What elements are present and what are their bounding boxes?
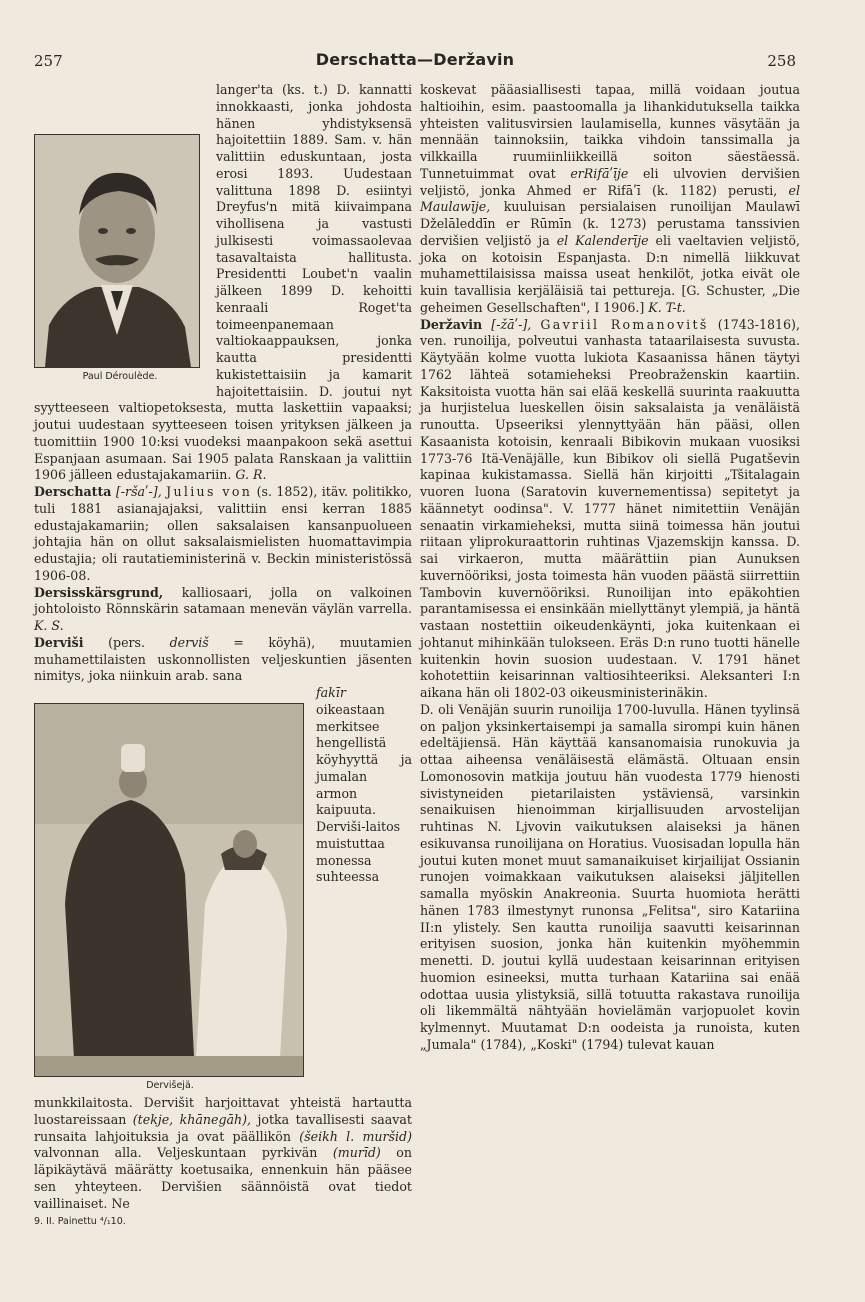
portrait-figure: [34, 134, 206, 384]
paragraph-text: langer'ta (ks. t.) D. kannatti innokkaasti, jonka johdosta hänen yhdistyksensä hajoitettiin 1889. Sam. v. hän valittiin eduskuntaan, josta erosi 1893. Uudestaan valittuna 1898 D. esiintyi Dreyfus'n mitä kiivaimpana vihollisena ja vastusti julkisesti voimassaolevaa tasavaltaista hallitusta. Presidentti Loubet'n vaalin jälkeen 1899 D. kehoitti kenraali Roget'ta toimeenpanemaan valtiokaappauksen, jonka kautta presidentti kukistettaisiin ja kamarit hajoitettaisiin. D. joutui nyt syytteeseen valtiopetoksesta, mutta laskettiin vapaaksi; joutui uudestaan syytteeseen toisen yrityksen jälkeen ja tuomittiin 1900 10:ksi vuodeksi maanpakoon sekä asettui Espanjaan asumaan. Sai 1905 palata Ranskaan ja valittiin 1906 jälleen edustajakamariin.: [34, 82, 412, 483]
portrait-caption: Paul Déroulède.: [82, 371, 158, 382]
paragraph-text: (pers.: [108, 634, 146, 650]
headword: Deržavin: [420, 316, 483, 332]
entry-dersisskarsgrund: [34, 585, 412, 635]
term: el Maulawīje,: [420, 182, 800, 215]
paragraph-text: kalliosaari, jolla on valkoinen johtoloisto Rönnskärin satamaan menevän väylän varrella.: [34, 584, 412, 617]
paragraph-text: eli ulvovien dervišien veljistö, jonka Ahmed er Rifāʹī (k. 1182) perusti,: [420, 165, 800, 198]
headword: Derschatta: [34, 484, 112, 499]
paragraph-text: oikeastaan merkitsee hengellistä köyhyyttä ja jumalan armon kaipuuta. Derviši-laitos muistuttaa monessa suhteessa munkkilaitosta. Dervišit harjoittavat yhteistä hartautta luostareissaan: [34, 701, 412, 1127]
dervish-caption: Dervišejä.: [146, 1080, 194, 1091]
headword: Derviši: [34, 634, 84, 650]
entry-derzavin-poetry: [420, 702, 800, 1054]
paragraph-text: D. oli Venäjän suurin runoilija 1700-luvulla. Hänen tyylinsä on paljon yksinkertaisempi ja samalla sirompi kuin hänen edeltäjiensä. Hän käyttää kansanomaisia runokuvia ja ottaa aiheensa venäläisestä elämästä. Oltuaan ensin Lomonosovin matkija joutuu hän vuodesta 1779 hienosti sivistyneiden pietarilaisten ystäviensä, varsinkin senaikuisen hienoimman kirjallisuuden arvostelijan ruhtinas N. Ljvovin vaikutuksen alaiseksi ja hänen esikuvansa runoilijana on Horatius. Vuosisadan lopulla hän joutui kuten monet muut samanaikuiset kirjailijat Ossianin runojen voimakkaan vaikutuksen alaiseksi jäljitellen samalla myöskin Anakreonia. Suurta huomiota herätti hänen 1783 ilmestynyt runonsa „Felitsa", siro Katariina II:n ylistely. Sen kautta runoilija saavutti keisarinnan erityisen suosion, jonka hän kuitenkin myöhemmin menetti. D. joutui kyllä uudestaan keisarinnan erityisen huomion esineeksi, mutta turhaan Katariina sai enää odottaa uusia ylistyksiä, sillä totuutta rakastava runoilija oli likemmältä nähtyään hovielämän varjopuolet kovin kylmennyt. Muutamat D:n oodeista ja runoista, kuten „Jumala" (1784), „Koski" (1794) tulevat kauan: [420, 701, 800, 1052]
term: (murīd): [332, 1145, 381, 1161]
person-name: Julius von: [166, 484, 253, 499]
paragraph-text: eli vaeltavien veljistö, joka on kotoisin Espanjasta. D:n nimellä liikkuvat muhamettilaisissa maissa useat henkilöt, jotka eivät ole kuin tavallisia kerjäläisiä tai pettureja. [G. Schuster, „Die geheimen Gesellschaften", I 1906.]: [420, 232, 800, 315]
term: fakīr: [316, 685, 346, 700]
dervish-figure: [34, 703, 306, 1093]
paragraph-text: jotka tavallisesti saavat runsaita lahjoituksia ja ovat päällikön: [34, 1111, 412, 1144]
person-name: Gavriil Romanovitš: [540, 316, 709, 332]
headword: Dersisskärsgrund,: [34, 584, 164, 600]
paragraph-text: on läpikäytävä määrätty koetusaika, ennenkuin hän pääsee sen yhteyteen. Dervišien säännöistä ovat tiedot vaillinaiset. Ne: [34, 1145, 412, 1211]
left-column: [34, 82, 412, 1231]
portrait-photo: [34, 134, 200, 368]
paragraph-text: valvonnan alla. Veljeskuntaan pyrkivän: [34, 1145, 318, 1161]
entry-derzavin: [420, 317, 800, 702]
paragraph-text: koskevat pääasiallisesti tapaa, millä voidaan joutua haltioihin, esim. paastoomalla ja lihankidutuksella taikka yhteisten valitusvirsien laulamisella, kunnes väsytään ja mennään tainnoksiin, taikka vihdoin tanssimalla ja vilkkailla ruumiinliikkeillä soiton säestäessä. Tunnetuimmat ovat: [420, 82, 800, 181]
paragraph-text: (s. 1852), itäv. politikko, tuli 1881 asianajajaksi, valittiin ensi kerran 1885 edustajakamariin; ollen saksalaisen kansanpuolueen johtajia hän on ollut saksalaismielisten huomattavimpia edustajia; oli rautatieministerinä v. Beckin ministeristössä 1906-08.: [34, 484, 413, 583]
author-signature: K. S.: [34, 618, 64, 633]
author-signature: G. R.: [235, 467, 267, 483]
term: (šeikh l. muršid): [299, 1128, 412, 1144]
paragraph-text: (1743-1816), ven. runoilija, polveutui vanhasta tataarilaisesta suvusta. Käytyään kolme vuotta lukiota Kasaanissa hänen täytyi 1762 lähteä sotamieheksi Preobraženskin kaartiin. Kaksitoista vuotta hän sai elää keskellä suurinta raakuutta ja hurjistelua lueskellen öisin saksalaista ja venäläistä runoutta. Upseeriksi ylennyttyään hän pääsi, ollen Kasaanista kotoisin, kenraali Bibikovin mukaan vuosiksi 1773-76 Itä-Venäjälle, kun Bibikov oli siellä Pugatševin kapinaa kukistamassa. Siellä hän kirjoitti „Tšitalagain vuoren luona (Saratovin kuvernementissa) sepitetyt ja käännetyt oodinsa". V. 1777 hänet nimitettiin Venäjän senaatin virkamieheksi, mutta siinä toimessa hän joutui riitaan yliprokuraattorin ruhtinas Vjazemskijn kanssa. D. sai virkaeron, mutta määrättiin pian Aunuksen kuvernööriksi, josta toimesta hän vuoden päästä siirrettiin Tambovin kuvernööriksi. Runoilijan into epäkohtien parantamisessa ei ensinkään miellyttänyt ylempiä, ja häntä vastaan nostettiin oikeudenkäynti, joka kuitenkaan ei johtanut mihinkään tulokseen. Eräs D:n runo tuotti hänelle kuitenkin hovin suosion uudestaan. V. 1791 hänet kohotettiin keisarinnan valtiosihteeriksi. Aleksanteri I:n aikana hän oli 1802-03 oikeusministerinäkin.: [420, 316, 800, 700]
paragraph-text: kuuluisan persialaisen runoilijan Maulawī Dželāleddīn er Rūmīn (k. 1273) perustama tanssivien dervišien veljistö ja: [420, 199, 800, 248]
print-footnote: 9. II. Painettu ⁴/₁10.: [34, 1216, 126, 1228]
page-number-left: 257: [34, 52, 63, 70]
entry-dervisi-end: [420, 82, 800, 317]
term: derviš: [169, 634, 209, 650]
term: (tekje, khānegāh),: [132, 1111, 252, 1127]
paragraph-text: = köyhä), muutamien muhamettilaisten uskonnollisten veljeskuntien jäsenten nimitys, joka niinkuin arab. sana: [34, 634, 412, 684]
right-column: [420, 82, 800, 1054]
page-number-right: 258: [767, 52, 796, 70]
dervish-photo: [34, 703, 304, 1077]
pronunciation: [-ršaʹ-],: [115, 484, 162, 499]
pronunciation: [-žāʹ-],: [491, 316, 532, 332]
running-title: Derschatta—Deržavin: [315, 50, 515, 69]
entry-dervisi: [34, 635, 412, 685]
author-signature: K. T-t.: [648, 299, 686, 315]
running-header: [34, 50, 796, 72]
entry-derschatta: [34, 484, 412, 585]
term: erRifāʹīje: [570, 165, 629, 181]
term: el Kalenderīje: [556, 232, 649, 248]
